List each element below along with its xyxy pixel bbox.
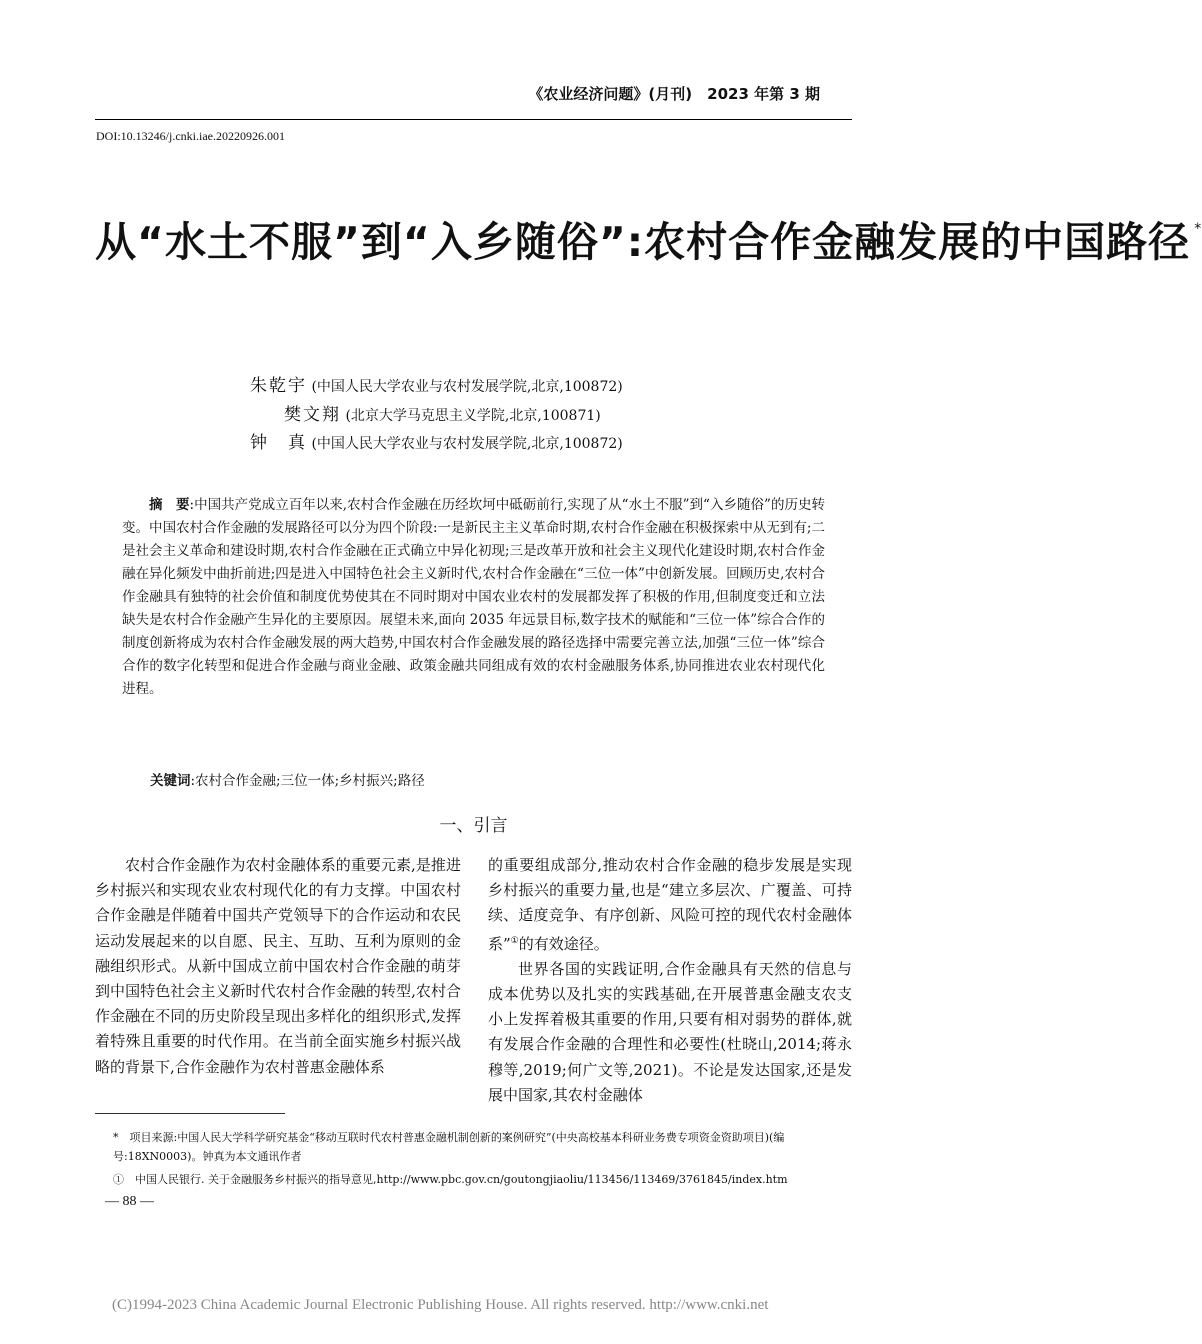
author-name: 钟 真 — [250, 433, 307, 453]
footnote — [113, 1128, 853, 1166]
abstract-text: :中国共产党成立百年以来,农村合作金融在历经坎坷中砥砺前行,实现了从“水土不服”到“入乡随俗”的历史转变。中国农村合作金融的发展路径可以分为四个阶段:一是新民主主义革命时期,农村合作金融在积极探索中从无到有;二是社会主义革命和建设时期,农村合作金融在正式确立中异化初现;三是改革开放和社会主义现代化建设时期,农村合作金融在异化频发中曲折前进;四是进入中国特色社会主义新时代,农村合作金融在“三位一体”中创新发展。回顾历史,农村合作金融具有独特的社会价值和制度优势使其在不同时期对中国农业农村的发展都发挥了积极的作用,但制度变迁和立法缺失是农村合作金融产生异化的主要原因。展望未来,面向 2035 年远景目标,数字技术的赋能和“三位一体”综合合作的制度创新将成为农村合作金融发展的两大趋势,中国农村合作金融发展的路径选择中需要完善立法,加强“三位一体”综合合作的数字化转型和促进合作金融与商业金融、政策金融共同组成有效的农村金融服务体系,协同推进农业农村现代化进程。 — [122, 497, 825, 697]
footnote-mark: ① — [113, 1173, 124, 1186]
footnote-rule — [95, 1113, 285, 1114]
abstract-label: 摘 要 — [149, 497, 190, 513]
body-column-right — [488, 853, 852, 1108]
paper-title — [95, 218, 1202, 266]
author-row — [284, 400, 601, 425]
title-footnote-mark: * — [1194, 221, 1202, 237]
footnote-text: 项目来源:中国人民大学科学研究基金“移动互联时代农村普惠金融机制创新的案例研究”(中央高校基本科研业务费专项资金资助项目)(编号:18XN0003)。钟真为本文通讯作者 — [113, 1131, 785, 1163]
abstract — [122, 494, 825, 701]
author-row — [250, 371, 623, 396]
author-affiliation: (北京大学马克思主义学院,北京,100871) — [345, 408, 601, 424]
keywords-text: :农村合作金融;三位一体;乡村振兴;路径 — [190, 773, 425, 789]
keywords-label: 关键词 — [150, 773, 191, 789]
body-column-left — [95, 853, 461, 1080]
author-affiliation: (中国人民大学农业与农村发展学院,北京,100872) — [311, 379, 623, 395]
author-name: 朱乾宇 — [250, 376, 307, 396]
footnote-ref[interactable]: ① — [510, 935, 519, 946]
author-affiliation: (中国人民大学农业与农村发展学院,北京,100872) — [311, 436, 623, 452]
footnote-text: 中国人民银行. 关于金融服务乡村振兴的指导意见,http://www.pbc.gov.cn/goutongjiaoliu/113456/113469/3761845/index.htm — [135, 1173, 788, 1186]
keywords — [150, 769, 425, 789]
footnote — [113, 1170, 853, 1189]
copyright-notice: (C)1994-2023 China Academic Journal Electronic Publishing House. All rights reserved. http://www.cnki.net — [112, 1297, 769, 1313]
author-row — [250, 428, 623, 453]
body-text: 的重要组成部分,推动农村合作金融的稳步发展是实现乡村振兴的重要力量,也是“建立多层次、广覆盖、可持续、适度竞争、有序创新、风险可控的现代农村金融体系” — [488, 856, 852, 953]
author-name: 樊文翔 — [284, 405, 341, 425]
paper-title-text: 从“水土不服”到“入乡随俗”:农村合作金融发展的中国路径 — [95, 218, 1191, 266]
header-rule — [95, 119, 852, 120]
journal-header: 《农业经济问题》(月刊) 2023 年第 3 期 — [528, 85, 820, 103]
section-heading: 一、引言 — [439, 816, 508, 836]
body-paragraph — [488, 853, 852, 957]
page-number: — 88 — — [105, 1194, 154, 1209]
doi: DOI:10.13246/j.cnki.iae.20220926.001 — [96, 129, 285, 143]
body-paragraph: 世界各国的实践证明,合作金融具有天然的信息与成本优势以及扎实的实践基础,在开展普惠金融支农支小上发挥着极其重要的作用,只要有相对弱势的群体,就有发展合作金融的合理性和必要性(杜晓山,2014;蒋永穆等,2019;何广文等,2021)。不论是发达国家,还是发展中国家,其农村金融体 — [488, 959, 852, 1104]
footnote-mark: * — [113, 1131, 119, 1144]
body-text: 的有效途径。 — [518, 934, 609, 953]
body-paragraph: 农村合作金融作为农村金融体系的重要元素,是推进乡村振兴和实现农业农村现代化的有力支撑。中国农村合作金融是伴随着中国共产党领导下的合作运动和农民运动发展起来的以自愿、民主、互助、互利为原则的金融组织形式。从新中国成立前中国农村合作金融的萌芽到中国特色社会主义新时代农村合作金融的转型,农村合作金融在不同的历史阶段呈现出多样化的组织形式,发挥着特殊且重要的时代作用。在当前全面实施乡村振兴战略的背景下,合作金融作为农村普惠金融体系 — [95, 856, 461, 1076]
